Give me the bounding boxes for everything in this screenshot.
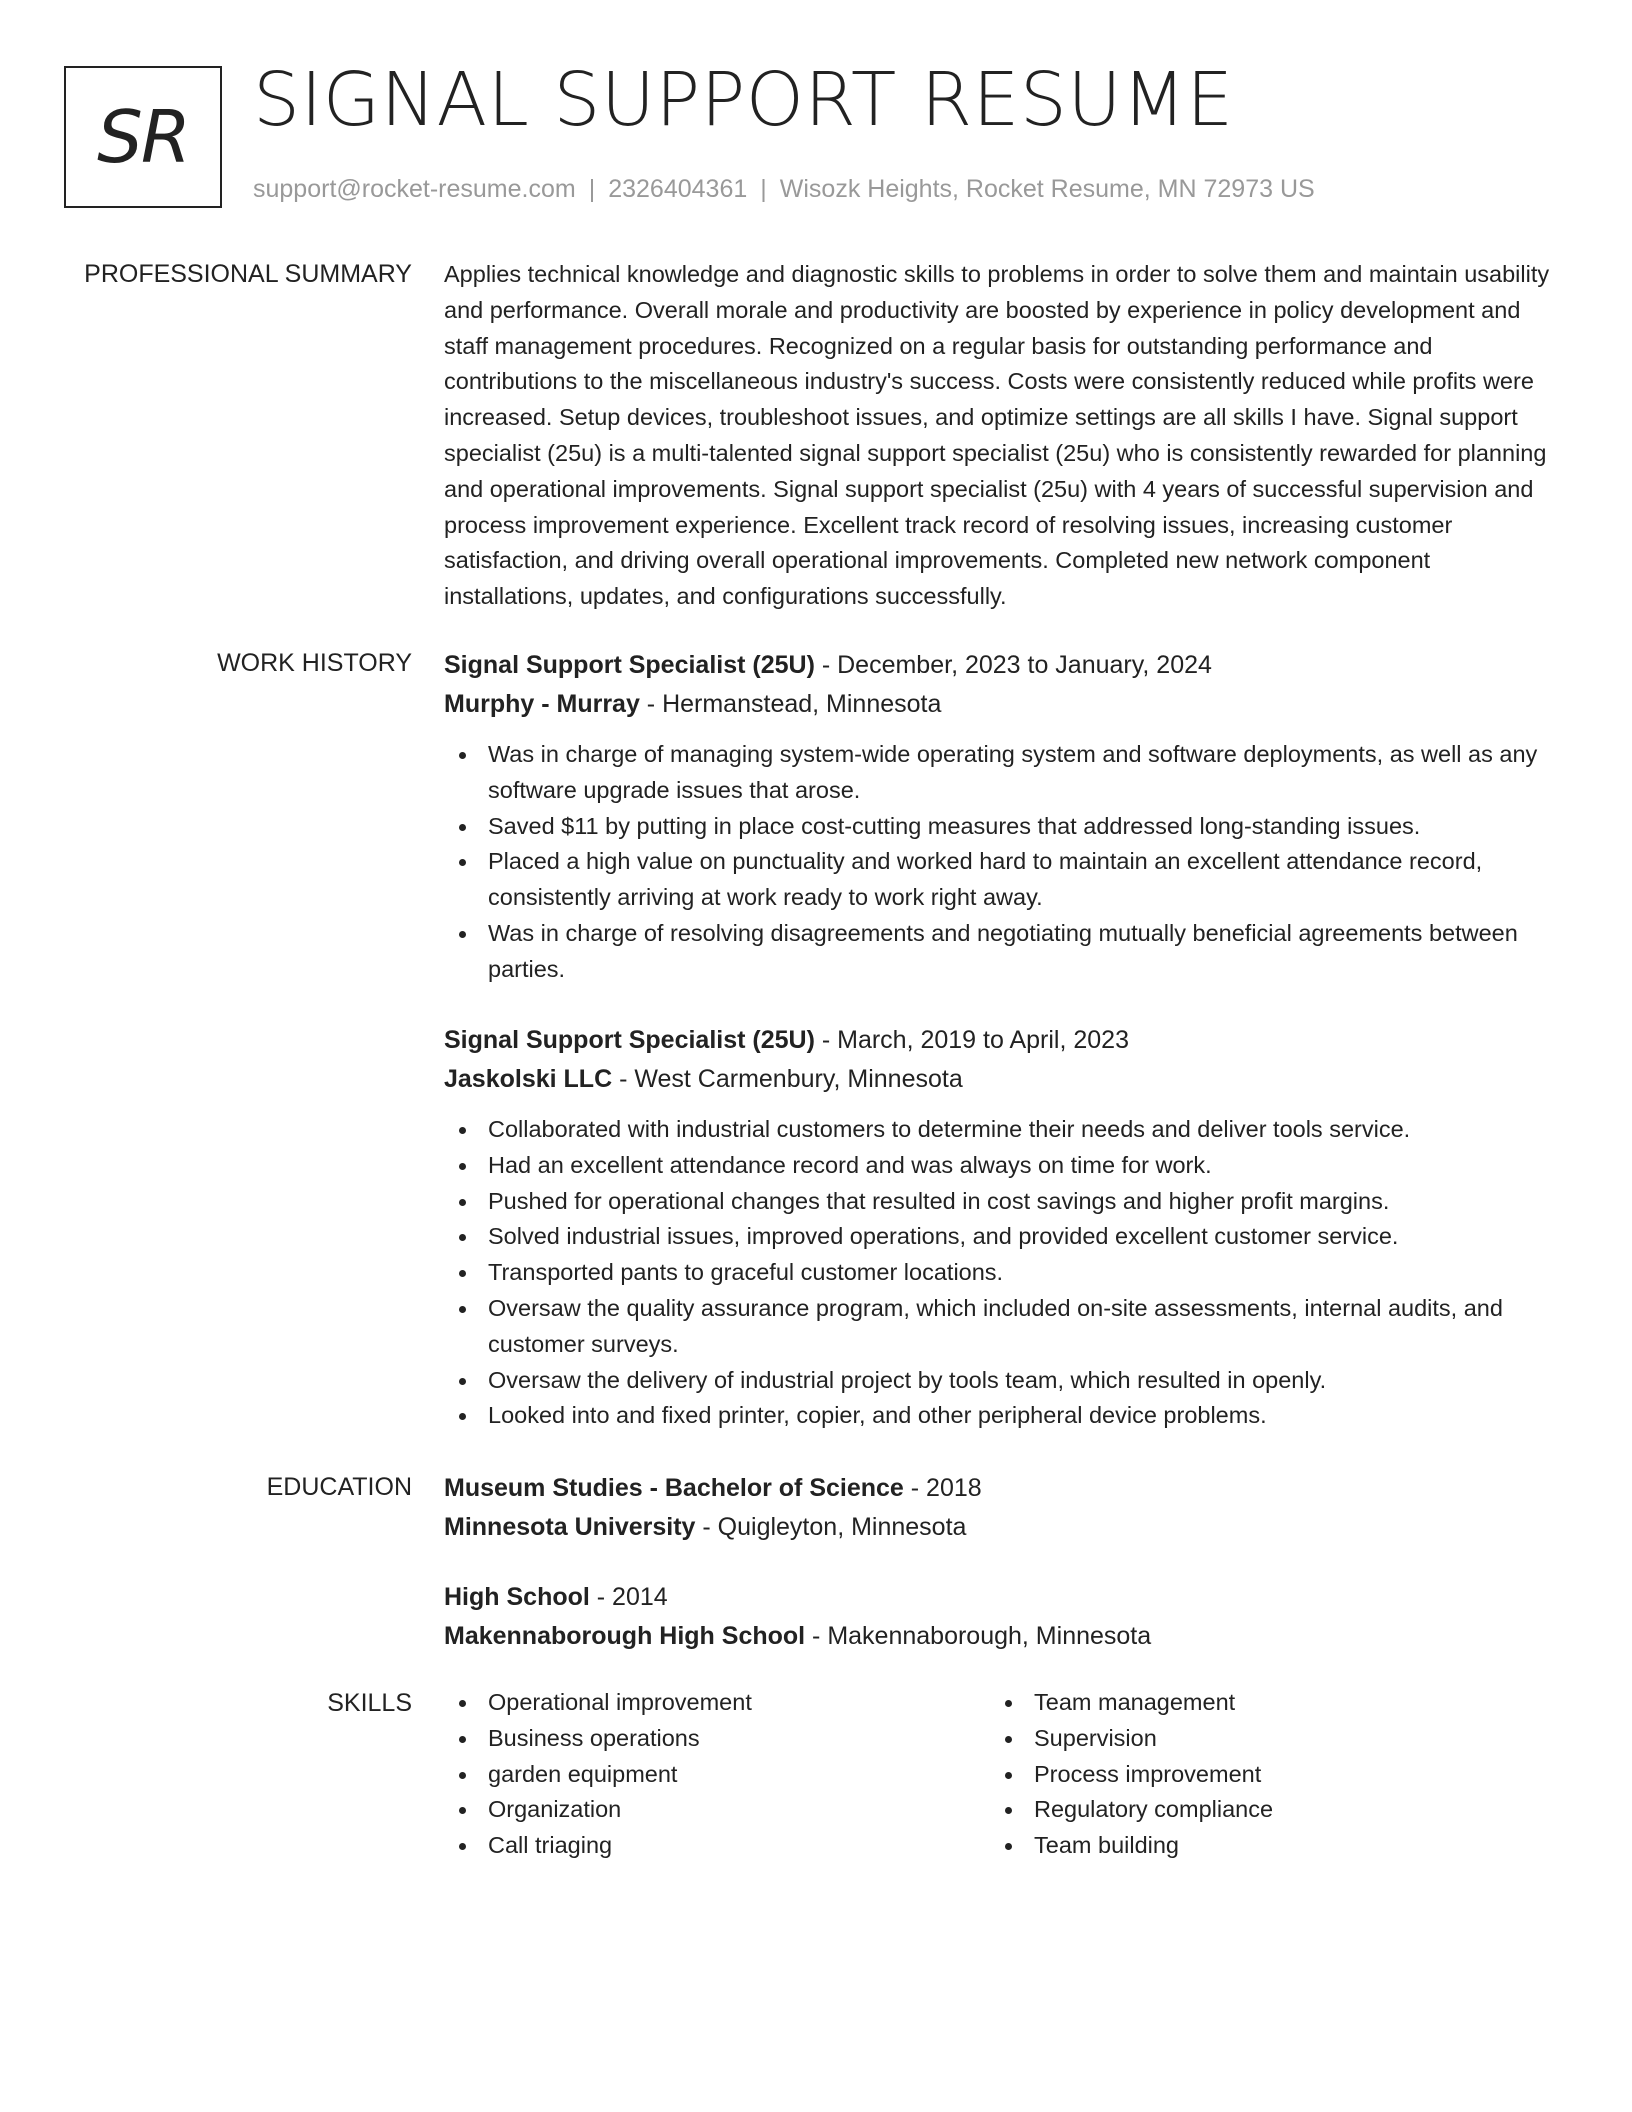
job-dates: - March, 2019 to April, 2023 [814,1026,1129,1054]
list-item: Oversaw the quality assurance program, which included on-site assessments, internal audits, and customer surveys. [444,1291,1560,1363]
job-title-line [444,646,1560,685]
list-item: Looked into and fixed printer, copier, and other peripheral device problems. [444,1398,1560,1434]
skill-item: garden equipment [444,1757,990,1793]
school-line [444,1617,1560,1656]
education-entry [444,1469,1560,1547]
resume-title: SIGNAL SUPPORT RESUME [253,57,1234,143]
list-item: Pushed for operational changes that resulted in cost savings and higher profit margins. [444,1184,1560,1220]
list-item: Was in charge of managing system-wide operating system and software deployments, as well as any software upgrade issues that arose. [444,737,1560,809]
skill-item: Supervision [990,1721,1536,1757]
education-entry [444,1578,1560,1656]
degree-year: - 2014 [589,1583,668,1611]
skill-item: Team management [990,1685,1536,1721]
list-item: Saved $11 by putting in place cost-cutting measures that addressed long-standing issues. [444,809,1560,845]
contact-separator: | [588,175,596,203]
job-title-line [444,1021,1560,1060]
list-item: Oversaw the delivery of industrial project by tools team, which resulted in openly. [444,1363,1560,1399]
school-location: - Quigleyton, Minnesota [695,1513,967,1541]
skills-column-right [990,1685,1536,1864]
job-duties-list [444,1112,1560,1434]
school-line [444,1508,1560,1547]
skill-item: Process improvement [990,1757,1536,1793]
section-label-skills: SKILLS [327,1689,412,1717]
section-label-work-history: WORK HISTORY [217,649,412,677]
work-entry [444,1021,1560,1434]
job-title: Signal Support Specialist (25U) [444,1026,815,1054]
contact-line [253,173,1315,205]
employer-line [444,1060,1560,1099]
degree-name: High School [444,1583,590,1611]
degree-name: Museum Studies - Bachelor of Science [444,1474,904,1502]
school-name: Makennaborough High School [444,1622,806,1650]
list-item: Placed a high value on punctuality and worked hard to maintain an excellent attendance record, consistently arriving at work ready to work right away. [444,844,1560,916]
list-item: Was in charge of resolving disagreements and negotiating mutually beneficial agreements between parties. [444,916,1560,988]
section-label-education: EDUCATION [266,1473,412,1501]
skill-item: Team building [990,1828,1536,1864]
summary-text: Applies technical knowledge and diagnostic skills to problems in order to solve them and maintain usability and performance. Overall morale and productivity are boosted by experience in policy development and staff management procedures. Recognized on a regular basis for outstanding performance and contributions to the miscellaneous industry's success. Costs were consistently reduced while profits were increased. Setup devices, troubleshoot issues, and optimize settings are all skills I have. Signal support specialist (25u) is a multi-talented signal support specialist (25u) who is consistently rewarded for planning and operational improvements. Signal support specialist (25u) with 4 years of successful supervision and process improvement experience. Excellent track record of resolving issues, increasing customer satisfaction, and driving overall operational improvements. Completed new network component installations, updates, and configurations successfully. [444,261,1550,610]
skill-item: Operational improvement [444,1685,990,1721]
skill-item: Business operations [444,1721,990,1757]
monogram-badge: SR [64,66,222,208]
work-entry [444,646,1560,988]
school-name: Minnesota University [444,1513,696,1541]
list-item: Solved industrial issues, improved operations, and provided excellent customer service. [444,1219,1560,1255]
list-item: Had an excellent attendance record and was always on time for work. [444,1148,1560,1184]
degree-year: - 2018 [903,1474,982,1502]
employer-name: Jaskolski LLC [444,1065,613,1093]
skills-column-left [444,1685,990,1864]
employer-location: - West Carmenbury, Minnesota [612,1065,963,1093]
job-duties-list [444,737,1560,988]
degree-line [444,1469,1560,1508]
employer-location: - Hermanstead, Minnesota [639,690,942,718]
contact-phone: 2326404361 [608,175,748,203]
contact-email: support@rocket-resume.com [253,175,576,203]
job-title: Signal Support Specialist (25U) [444,651,815,679]
skill-item: Organization [444,1792,990,1828]
list-item: Collaborated with industrial customers to determine their needs and deliver tools service. [444,1112,1560,1148]
contact-separator: | [760,175,767,203]
job-dates: - December, 2023 to January, 2024 [814,651,1212,679]
section-label-summary: PROFESSIONAL SUMMARY [84,260,412,288]
employer-name: Murphy - Murray [444,690,640,718]
skill-item: Regulatory compliance [990,1792,1536,1828]
skill-item: Call triaging [444,1828,990,1864]
list-item: Transported pants to graceful customer locations. [444,1255,1560,1291]
skills-list [444,1685,1560,1864]
contact-address: Wisozk Heights, Rocket Resume, MN 72973 US [779,175,1315,203]
employer-line [444,685,1560,724]
degree-line [444,1578,1560,1617]
school-location: - Makennaborough, Minnesota [805,1622,1152,1650]
